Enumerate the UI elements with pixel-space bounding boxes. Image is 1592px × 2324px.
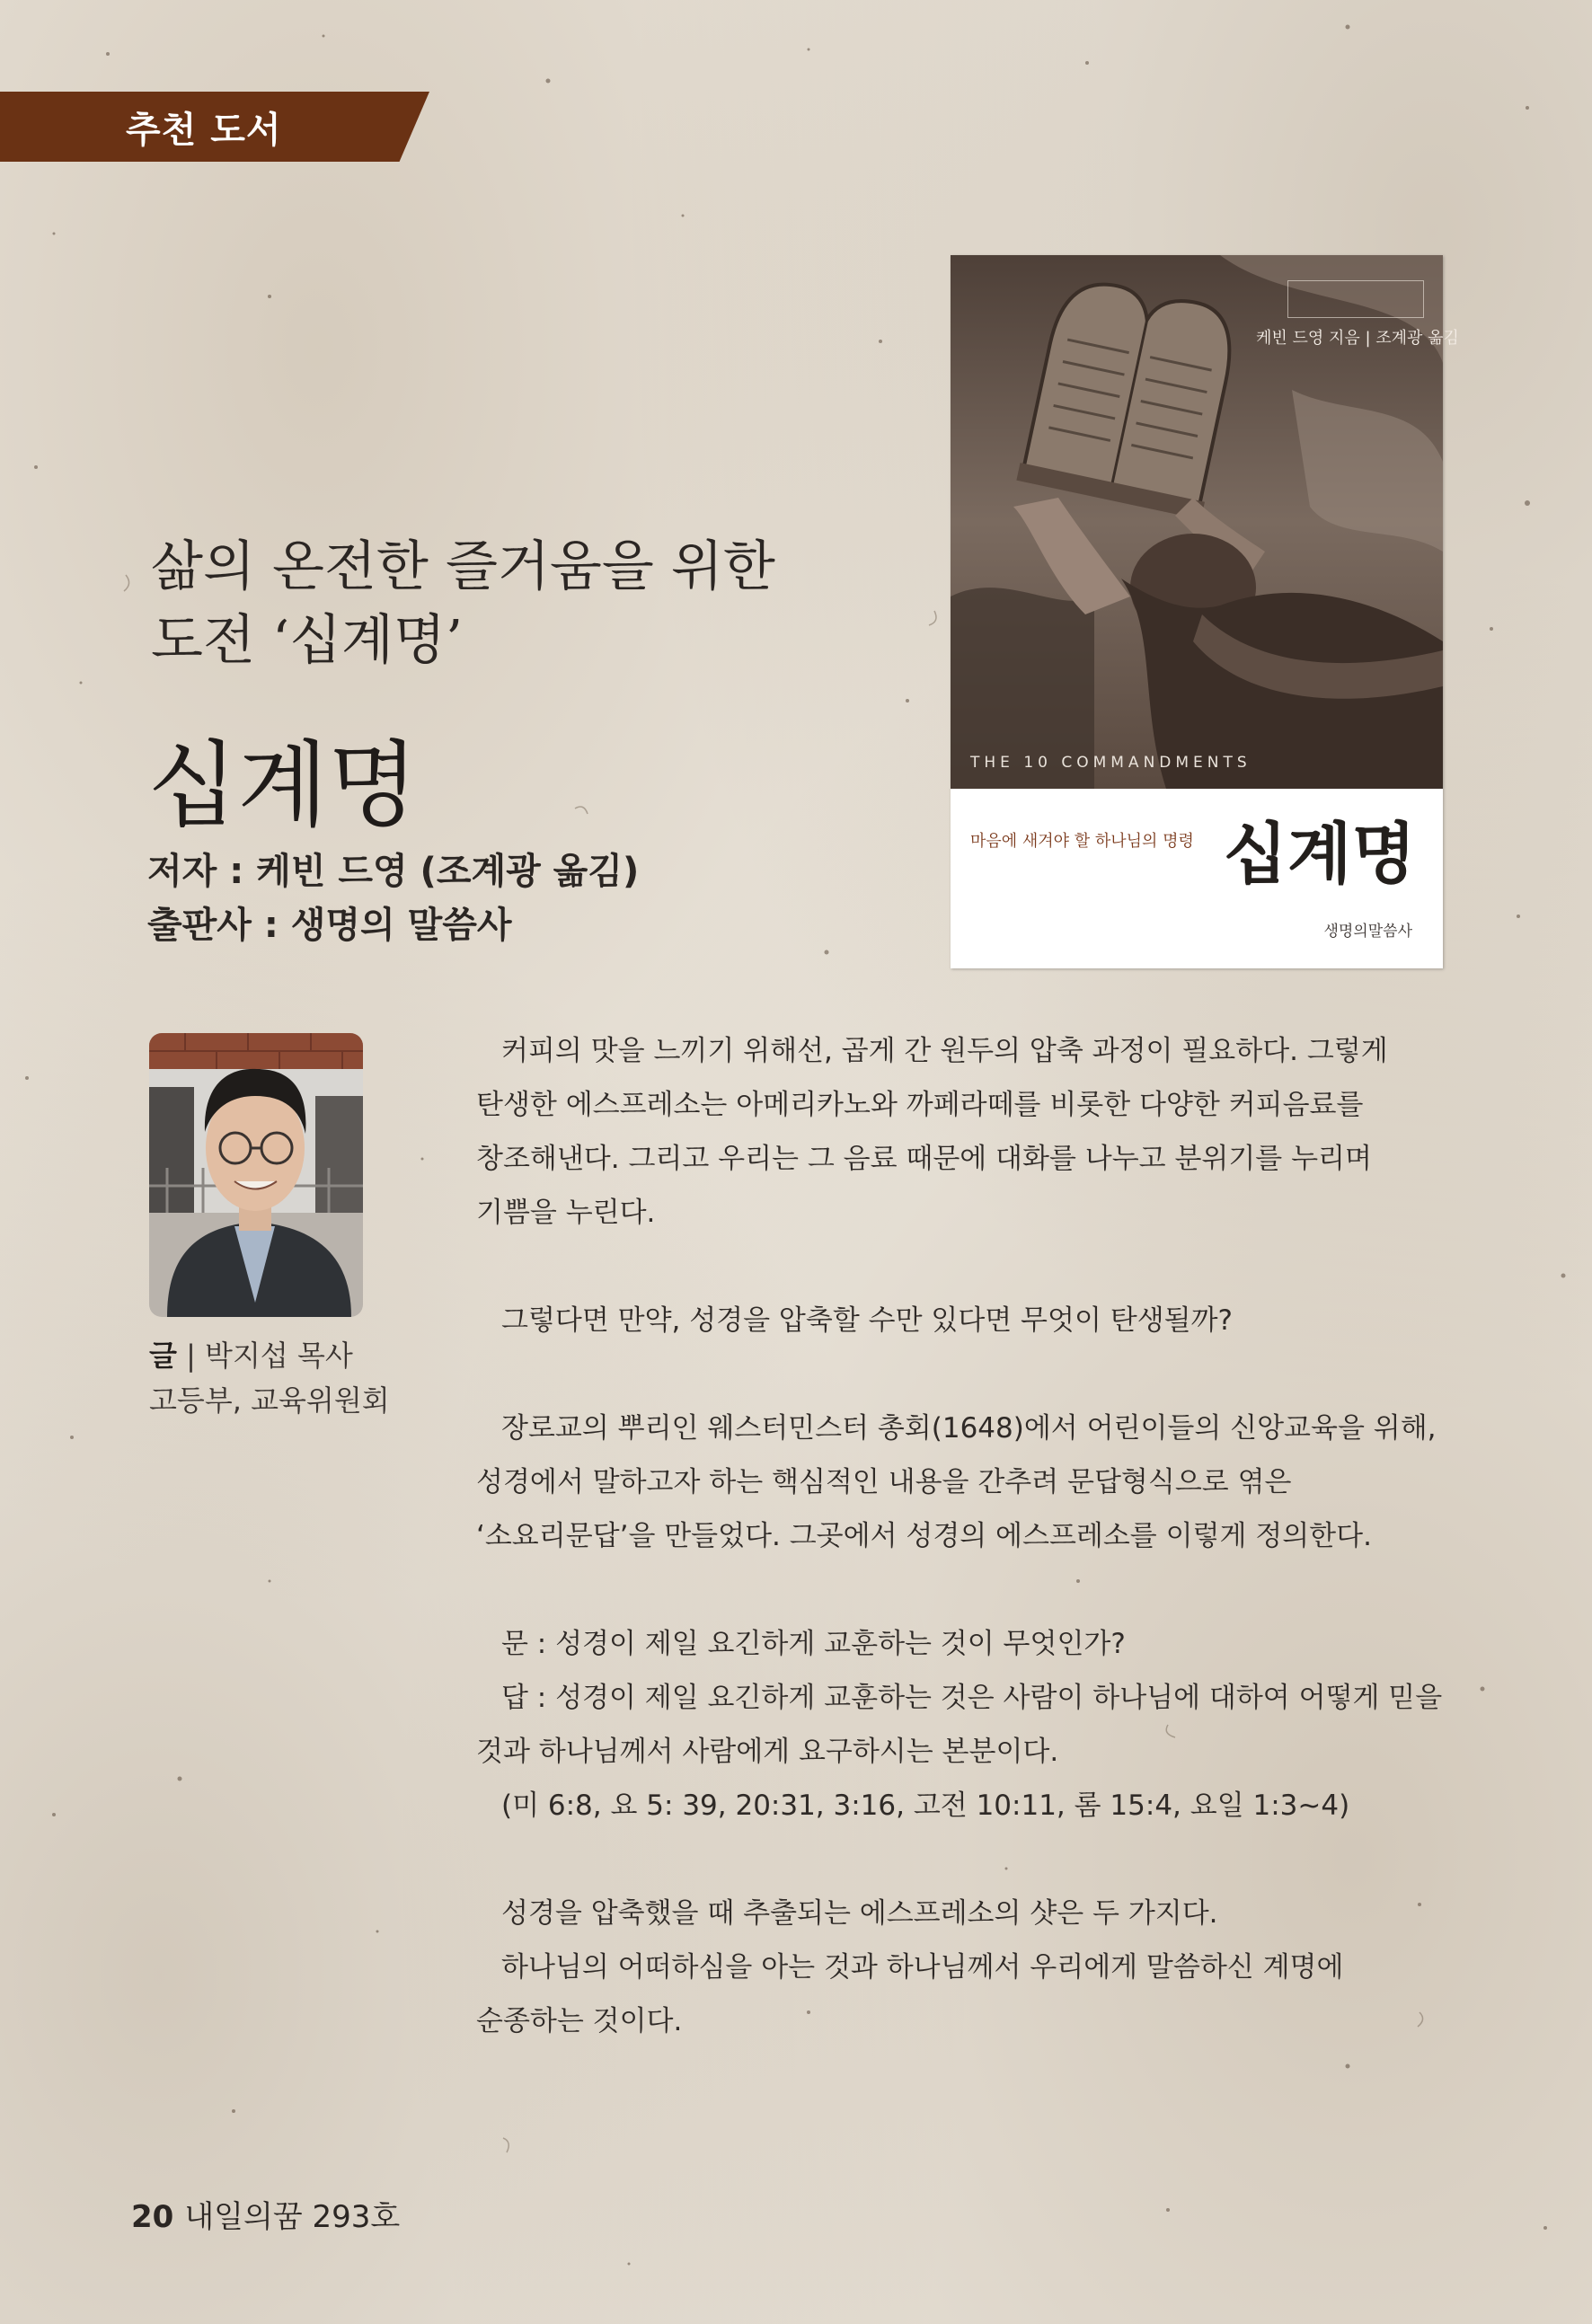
cover-english-title: THE 10 COMMANDMENTS xyxy=(970,754,1251,772)
book-cover-image xyxy=(951,255,1459,968)
book-meta xyxy=(147,844,639,952)
author-line: 저자 : 케빈 드영 (조계광 옮김) xyxy=(147,851,640,892)
catechism-answer: 답 : 성경이 제일 요긴하게 교훈하는 것은 사람이 하나님에 대하여 어떻게 믿을 것과 하나님께서 사람에게 요구하시는 본분이다. xyxy=(476,1682,1443,1768)
scripture-references: (미 6:8, 요 5: 39, 20:31, 3:16, 고전 10:11, 롬 15:4, 요일 1:3~4) xyxy=(501,1789,1350,1822)
author-photo xyxy=(149,1033,363,1317)
subtitle-line-1: 삶의 온전한 즐거움을 위한 xyxy=(151,535,775,598)
catechism-question: 문 : 성경이 제일 요긴하게 교훈하는 것이 무엇인가? xyxy=(501,1628,1126,1660)
cover-author: 케빈 드영 지음 | 조계광 옮김 xyxy=(1256,329,1459,348)
body-paragraph: 장로교의 뿌리인 웨스터민스터 총회(1648)에서 어린이들의 신앙교육을 위해, 성경에서 말하고자 하는 핵심적인 내용을 간추려 문답형식으로 엮은 ‘소요리문답’을 만들었다. 그곳에서 성경의 에스프레소를 이렇게 정의한다. xyxy=(476,1412,1437,1552)
writer-byline xyxy=(149,1333,390,1423)
body-paragraph: 커피의 맛을 느끼기 위해선, 곱게 간 원두의 압축 과정이 필요하다. 그렇게 탄생한 에스프레소는 아메리카노와 까페라떼를 비롯한 다양한 커피음료를 창조해낸다. 그리고 우리는 그 음료 때문에 대화를 나누고 분위기를 누리며 기쁨을 누린다. xyxy=(476,1035,1388,1229)
book-title: 십계명 xyxy=(147,730,419,840)
body-paragraph: 그렇다면 만약, 성경을 압축할 수만 있다면 무엇이 탄생될까? xyxy=(501,1304,1233,1337)
cover-badge xyxy=(1287,280,1424,318)
section-tag-label: 추천 도서 xyxy=(126,110,282,151)
body-paragraph: 성경을 압축했을 때 추출되는 에스프레소의 샷은 두 가지다. xyxy=(501,1897,1218,1930)
cover-publisher: 생명의말씀사 xyxy=(1323,923,1412,941)
writer-role: 고등부, 교육위원회 xyxy=(149,1383,390,1418)
publication-name: 내일의꿈 293호 xyxy=(184,2199,401,2235)
cover-title: 십계명 xyxy=(1223,816,1416,893)
publisher-line: 출판사 : 생명의 말씀사 xyxy=(147,905,512,946)
writer-name: 박지섭 목사 xyxy=(205,1339,353,1373)
writer-name-line xyxy=(149,1333,390,1378)
article-subtitle xyxy=(151,530,888,677)
writer-separator: | xyxy=(186,1339,206,1373)
writer-label: 글 xyxy=(149,1339,177,1373)
body-paragraph: 하나님의 어떠하심을 아는 것과 하나님께서 우리에게 말씀하신 계명에 순종하는 것이다. xyxy=(476,1951,1344,2037)
article-body xyxy=(476,1024,1445,2048)
page-number: 20 xyxy=(131,2199,174,2235)
page-footer xyxy=(131,2192,400,2236)
subtitle-line-2: 도전 ‘십계명’ xyxy=(151,609,464,672)
cover-subtitle: 마음에 새겨야 할 하나님의 명령 xyxy=(970,832,1194,851)
